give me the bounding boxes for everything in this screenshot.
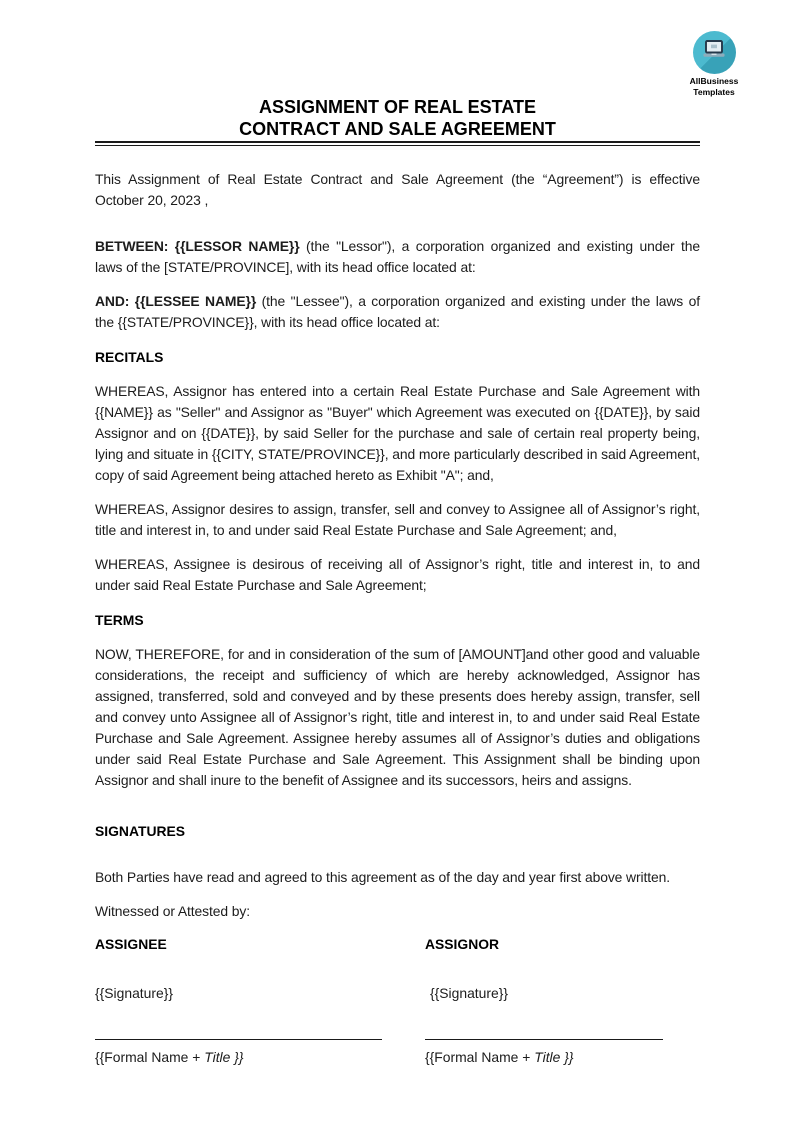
and-paragraph [95,291,700,333]
assignor-signature-line [425,1039,663,1040]
and-text: (the "Lessee"), a corporation organized and existing under the laws of the {{STATE/PROVINCE}}, with its head office located at: [95,293,700,330]
whereas-paragraph-1: WHEREAS, Assignor has entered into a certain Real Estate Purchase and Sale Agreement with {{NAME}} as "Seller" and Assignor as "Buyer" which Agreement was executed on {{DATE}}, by said Assignor and on {{DATE}}, by said Seller for the purchase and sale of certain real property being, lying and situate in {{CITY, STATE/PROVINCE}}, and more particularly described in said Agreement, copy of said Agreement being attached hereto as Exhibit "A"; and, [95,383,700,483]
brand-name-line2: Templates [693,86,735,97]
document-title [95,96,700,140]
assignor-role-heading: ASSIGNOR [425,936,500,952]
title-rule [95,141,700,146]
assignor-name-regular: {{Formal Name + [425,1049,535,1065]
whereas-paragraph-2: WHEREAS, Assignor desires to assign, transfer, sell and convey to Assignee all of Assignor’s right, title and interest in, to and under said Real Estate Purchase and Sale Agreement; and, [95,501,700,538]
brand-name-line1: AllBusiness [689,76,739,86]
signatures-heading: SIGNATURES [95,823,186,839]
assignor-formal-name-label [425,1047,700,1068]
terms-heading: TERMS [95,612,144,628]
terms-paragraph: NOW, THEREFORE, for and in consideration of the sum of [AMOUNT]and other good and valuable considerations, the receipt and sufficiency of which are hereby acknowledged, Assignor has assigned, transferred, sold and conveyed and by these presents does hereby assign, transfer, sell and convey unto Assignee all of Assignor’s right, title and interest in, to and under said Real Estate Purchase and Sale Agreement. Assignee hereby assumes all of Assignor’s duties and obligations under said Real Estate Purchase and Sale Agreement. This Assignment shall be binding upon Assignor and shall inure to the benefit of Assignee and its successors, heirs and assigns. [95,646,700,788]
laptop-icon [699,37,729,68]
witnessed-line: Witnessed or Attested by: [95,903,251,919]
assignee-role-heading: ASSIGNEE [95,936,167,952]
between-paragraph [95,236,700,278]
assignee-formal-name-label [95,1047,425,1068]
document-title-line1: ASSIGNMENT OF REAL ESTATE [258,97,536,117]
intro-paragraph: This Assignment of Real Estate Contract and Sale Agreement (the “Agreement”) is effective October 20, 2023 , [95,171,700,208]
assignee-name-italic: Title }} [204,1049,244,1065]
signature-columns [95,934,700,1068]
document-body [95,0,700,1068]
assignor-name-italic: Title }} [534,1049,574,1065]
between-text: (the "Lessor"), a corporation organized and existing under the laws of the [STATE/PROVINCE], with its head office located at: [95,238,700,275]
assignee-signature-placeholder: {{Signature}} [95,985,174,1001]
assignee-name-regular: {{Formal Name + [95,1049,205,1065]
recitals-heading: RECITALS [95,349,164,365]
whereas-paragraph-3: WHEREAS, Assignee is desirous of receiving all of Assignor’s right, title and interest in, to and under said Real Estate Purchase and Sale Agreement; [95,556,700,593]
and-label: AND: {{LESSEE NAME}} [95,293,257,309]
between-label: BETWEEN: {{LESSOR NAME}} [95,238,300,254]
assignee-signature-line [95,1039,382,1040]
assignor-signature-placeholder: {{Signature}} [430,985,509,1001]
assignee-column [95,934,425,1068]
read-agreed-line: Both Parties have read and agreed to this agreement as of the day and year first above written. [95,869,671,885]
document-title-line2: CONTRACT AND SALE AGREEMENT [239,119,556,139]
assignor-column [425,934,700,1068]
